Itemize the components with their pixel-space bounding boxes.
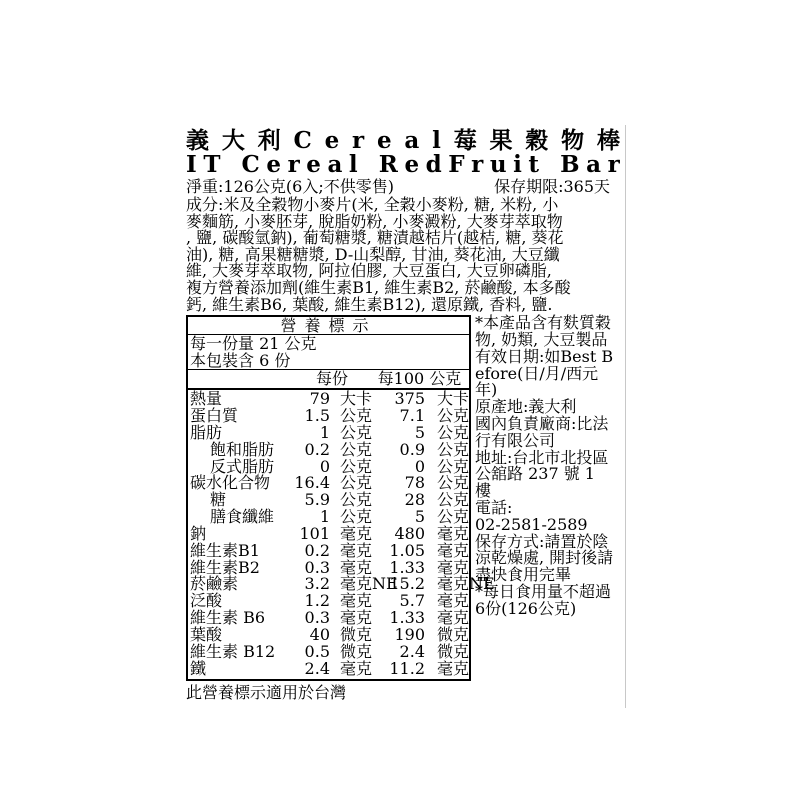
nutrition-cell-per-serving: 0: [319, 456, 330, 476]
nutrition-cell-unit-per-serving: 毫克: [340, 658, 373, 678]
nutrition-cell-per-100g: 11.2: [389, 658, 425, 678]
title-char: R: [378, 151, 398, 178]
title-char: r: [352, 127, 365, 154]
side-info-paragraph: *本產品含有麩質穀物, 奶類, 大豆製品: [475, 313, 612, 349]
nutrition-cell-label: 碳水化合物: [190, 473, 271, 493]
nutrition-cell-unit-per-100g: 公克: [437, 490, 470, 510]
nutrition-cell-per-serving: 2.4: [304, 658, 330, 678]
nutrition-cell-per-100g: 5: [414, 507, 425, 527]
page-divider-line: [625, 125, 626, 708]
nutrition-cell-unit-per-serving: 公克: [340, 439, 373, 459]
title-char: 棒: [596, 127, 620, 154]
nutrition-cell-unit-per-serving: 微克: [340, 641, 373, 661]
title-char: r: [287, 151, 300, 178]
nutrition-cell-per-serving: 3.2: [304, 574, 330, 594]
nutrition-cell-unit-per-100g: 毫克: [437, 557, 470, 577]
ingredients-line: 成分:米及全穀物小麥片(米, 全穀小麥粉, 糖, 米粉, 小: [186, 195, 559, 214]
ingredients-line: 複方營養添加劑(維生素B1, 維生素B2, 菸鹼酸, 本多酸: [186, 277, 571, 297]
nutrition-cell-label: 脂肪: [190, 422, 223, 442]
nutrition-cell-per-100g: 0.9: [399, 439, 425, 459]
nutrition-cell-unit-per-serving: 公克: [340, 456, 373, 476]
side-info-column: [475, 315, 616, 617]
nutrition-cell-label: 維生素 B6: [190, 608, 266, 628]
title-char: e: [404, 151, 420, 178]
shelf-life: 保存期限:365天: [494, 177, 610, 196]
title-char: d: [425, 151, 442, 178]
side-info-paragraph: 02-2581-2589: [475, 514, 588, 534]
title-char: e: [324, 127, 340, 154]
nutrition-cell-label: 蛋白質: [190, 406, 239, 425]
nutrition-cell-unit-per-serving: 毫克: [340, 523, 373, 543]
nutrition-cell-unit-per-serving: 微克: [340, 624, 373, 644]
nutrition-cell-per-100g: 1.33: [389, 557, 425, 577]
title-char: 莓: [453, 127, 477, 154]
serving-info: [188, 335, 469, 370]
nutrition-cell-unit-per-100g: 公克: [437, 422, 470, 442]
title-char: 果: [489, 127, 513, 154]
nutrition-cell-label: 維生素B1: [190, 540, 260, 560]
ingredients-line: 油), 糖, 高果糖糖漿, D-山梨醇, 甘油, 葵花油, 大豆纖: [186, 244, 560, 264]
column-header-spacer: [188, 370, 294, 388]
nutrition-cell-label: 鈉: [190, 523, 207, 543]
nutrition-cell-label: 泛酸: [190, 591, 223, 611]
nutrition-cell-per-100g: 1.33: [389, 608, 425, 628]
meta-row: [186, 177, 620, 197]
title-char: T: [203, 151, 221, 178]
main-area: [186, 315, 620, 680]
nutrition-cell-per-serving: 5.9: [304, 490, 330, 510]
title-char: 義: [186, 127, 209, 154]
title-char: r: [607, 151, 620, 178]
ingredients-line: 鈣, 維生素B6, 葉酸, 維生素B12), 還原鐵, 香料, 鹽.: [186, 294, 553, 314]
title-char: t: [528, 151, 540, 178]
nutrition-cell-per-100g: 5.7: [399, 591, 425, 611]
title-char: 物: [561, 127, 585, 154]
column-header-per-100g: 每100 公克: [377, 369, 462, 389]
label-content: [186, 129, 620, 702]
title-char: [546, 153, 554, 177]
side-info-paragraph: 原產地:義大利: [475, 397, 577, 417]
nutrition-cell-label: 膳食纖維: [210, 507, 275, 527]
title-char: 穀: [525, 127, 549, 154]
title-char: I: [186, 151, 197, 178]
nutrition-cell-unit-per-serving: 大卡: [340, 389, 373, 409]
nutrition-cell-unit-per-100g: 毫克NE: [437, 574, 495, 594]
title-char: a: [404, 127, 420, 154]
nutrition-cell-per-serving: 0.5: [304, 641, 330, 661]
nutrition-cell-per-100g: 5: [414, 422, 425, 442]
ingredients-line: 維, 大麥芽萃取物, 阿拉伯膠, 大豆蛋白, 大豆卵磷脂,: [186, 261, 552, 281]
nutrition-cell-unit-per-serving: 毫克: [340, 540, 373, 560]
nutrition-cell-label: 糖: [210, 490, 227, 510]
side-info-paragraph: 地址:台北市北投區公舘路 237 號 1 樓: [475, 447, 609, 501]
nutrition-cell-unit-per-100g: 毫克: [437, 523, 470, 543]
nutrition-cell-unit-per-serving: 公克: [340, 507, 373, 527]
servings-per-pack: 本包裝含 6 份: [190, 351, 291, 371]
nutrition-cell-per-100g: 15.2: [389, 574, 425, 594]
nutrition-cell-label: 葉酸: [190, 624, 223, 644]
title-char: l: [348, 151, 358, 178]
title-char: C: [293, 127, 312, 154]
nutrition-cell-unit-per-100g: 微克: [437, 641, 470, 661]
nutrition-cell-per-100g: 7.1: [399, 406, 425, 425]
nutrition-cell-unit-per-serving: 公克: [340, 490, 373, 510]
nutrition-row: [188, 658, 470, 678]
nutrition-cell-per-serving: 0.2: [304, 540, 330, 560]
nutrition-cell-per-serving: 16.4: [294, 473, 330, 493]
nutrition-cell-label: 菸鹼素: [190, 574, 239, 594]
nutrition-cell-unit-per-100g: 微克: [437, 624, 470, 644]
nutrition-cell-per-serving: 0.3: [304, 608, 330, 628]
nutrition-cell-unit-per-100g: 毫克: [437, 608, 470, 628]
title-char: a: [586, 151, 602, 178]
nutrition-cell-label: 熱量: [190, 389, 223, 409]
nutrition-cell-per-100g: 480: [394, 523, 425, 543]
taiwan-note: 此營養標示適用於台灣: [186, 682, 347, 702]
ingredients-paragraph: [186, 197, 620, 313]
nutrition-cell-unit-per-serving: 公克: [340, 473, 373, 493]
nutrition-cell-unit-per-serving: 毫克: [340, 591, 373, 611]
nutrition-cell-per-100g: 28: [404, 490, 425, 510]
nutrition-cell-per-serving: 79: [309, 389, 330, 409]
nutrition-cell-unit-per-100g: 公克: [437, 406, 470, 425]
serving-size: 每一份量 21 公克: [190, 334, 317, 354]
nutrition-cell-per-100g: 2.4: [399, 641, 425, 661]
product-title-zh: [186, 129, 620, 153]
nutrition-cell-unit-per-100g: 公克: [437, 507, 470, 527]
nutrition-cell-unit-per-serving: 毫克NE: [340, 574, 398, 594]
nutrition-cell-per-serving: 101: [299, 523, 330, 543]
nutrition-cell-unit-per-100g: 公克: [437, 439, 470, 459]
net-weight: 淨重:126公克(6入;不供零售): [186, 177, 394, 196]
nutrition-column-headers: [188, 370, 469, 390]
side-info-paragraph: 電話:: [475, 497, 513, 517]
title-char: e: [376, 127, 392, 154]
nutrition-cell-label: 反式脂肪: [210, 456, 275, 476]
nutrition-cell-unit-per-100g: 公克: [437, 473, 470, 493]
product-title-en: [186, 153, 620, 177]
title-char: i: [513, 151, 522, 178]
title-char: r: [471, 151, 484, 178]
nutrition-cell-per-serving: 1.2: [304, 591, 330, 611]
side-info-paragraph: 國內負責廠商:比法行有限公司: [475, 413, 609, 450]
nutrition-cell-unit-per-serving: 毫克: [340, 557, 373, 577]
nutrition-cell-unit-per-serving: 公克: [340, 422, 373, 442]
nutrition-table-title: 營養標示: [188, 317, 469, 335]
title-char: B: [560, 151, 580, 178]
nutrition-cell-per-serving: 1: [319, 422, 330, 442]
nutrition-cell-per-100g: 78: [404, 473, 425, 493]
side-info-paragraph: 有效日期:如Best Before(日/月/西元年): [475, 346, 614, 400]
nutrition-cell-unit-per-100g: 毫克: [437, 658, 470, 678]
nutrition-cell-per-serving: 1: [319, 507, 330, 527]
nutrition-cell-label: 維生素 B12: [190, 641, 276, 661]
nutrition-cell-label: 鐵: [190, 658, 207, 678]
title-char: u: [489, 151, 507, 178]
title-char: 大: [221, 127, 245, 154]
title-char: C: [241, 151, 260, 178]
column-header-per-serving: 每份: [315, 369, 348, 389]
title-char: [227, 153, 235, 177]
title-char: [364, 153, 372, 177]
nutrition-row: [188, 439, 470, 459]
nutrition-cell-unit-per-100g: 公克: [437, 456, 470, 476]
nutrition-cell-unit-per-100g: 毫克: [437, 540, 470, 560]
title-char: F: [448, 151, 465, 178]
title-char: e: [306, 151, 321, 178]
nutrition-cell-per-100g: 190: [394, 624, 425, 644]
nutrition-cell-per-serving: 40: [309, 624, 330, 644]
side-info-paragraph: *每日食用量不超過6份(126公克): [475, 581, 612, 618]
nutrition-cell-per-serving: 1.5: [304, 406, 330, 425]
title-char: e: [266, 151, 282, 178]
nutrition-cell-per-serving: 0.2: [304, 439, 330, 459]
title-char: 利: [257, 127, 281, 154]
nutrition-cell-per-100g: 375: [394, 389, 425, 409]
nutrition-cell-label: 維生素B2: [190, 557, 260, 577]
ingredients-line: 麥麵筋, 小麥胚芽, 脫脂奶粉, 小麥澱粉, 大麥芽萃取物: [186, 211, 563, 231]
ingredients-line: , 鹽, 碳酸氫鈉), 葡萄糖漿, 糖漬越桔片(越桔, 糖, 葵花: [186, 228, 564, 248]
nutrition-cell-per-serving: 0.3: [304, 557, 330, 577]
title-char: a: [327, 151, 343, 178]
nutrition-cell-unit-per-serving: 公克: [340, 406, 373, 425]
title-char: l: [432, 127, 441, 154]
nutrition-cell-per-100g: 1.05: [389, 540, 425, 560]
nutrition-cell-label: 飽和脂肪: [210, 439, 275, 459]
nutrition-cell-unit-per-serving: 毫克: [340, 608, 373, 628]
side-info-paragraph: 保存方式:請置於陰涼乾燥處, 開封後請盡快食用完畢: [475, 531, 614, 585]
nutrition-cell-unit-per-100g: 毫克: [437, 591, 470, 611]
nutrition-cell-per-100g: 0: [414, 456, 425, 476]
nutrition-cell-unit-per-100g: 大卡: [437, 389, 470, 409]
